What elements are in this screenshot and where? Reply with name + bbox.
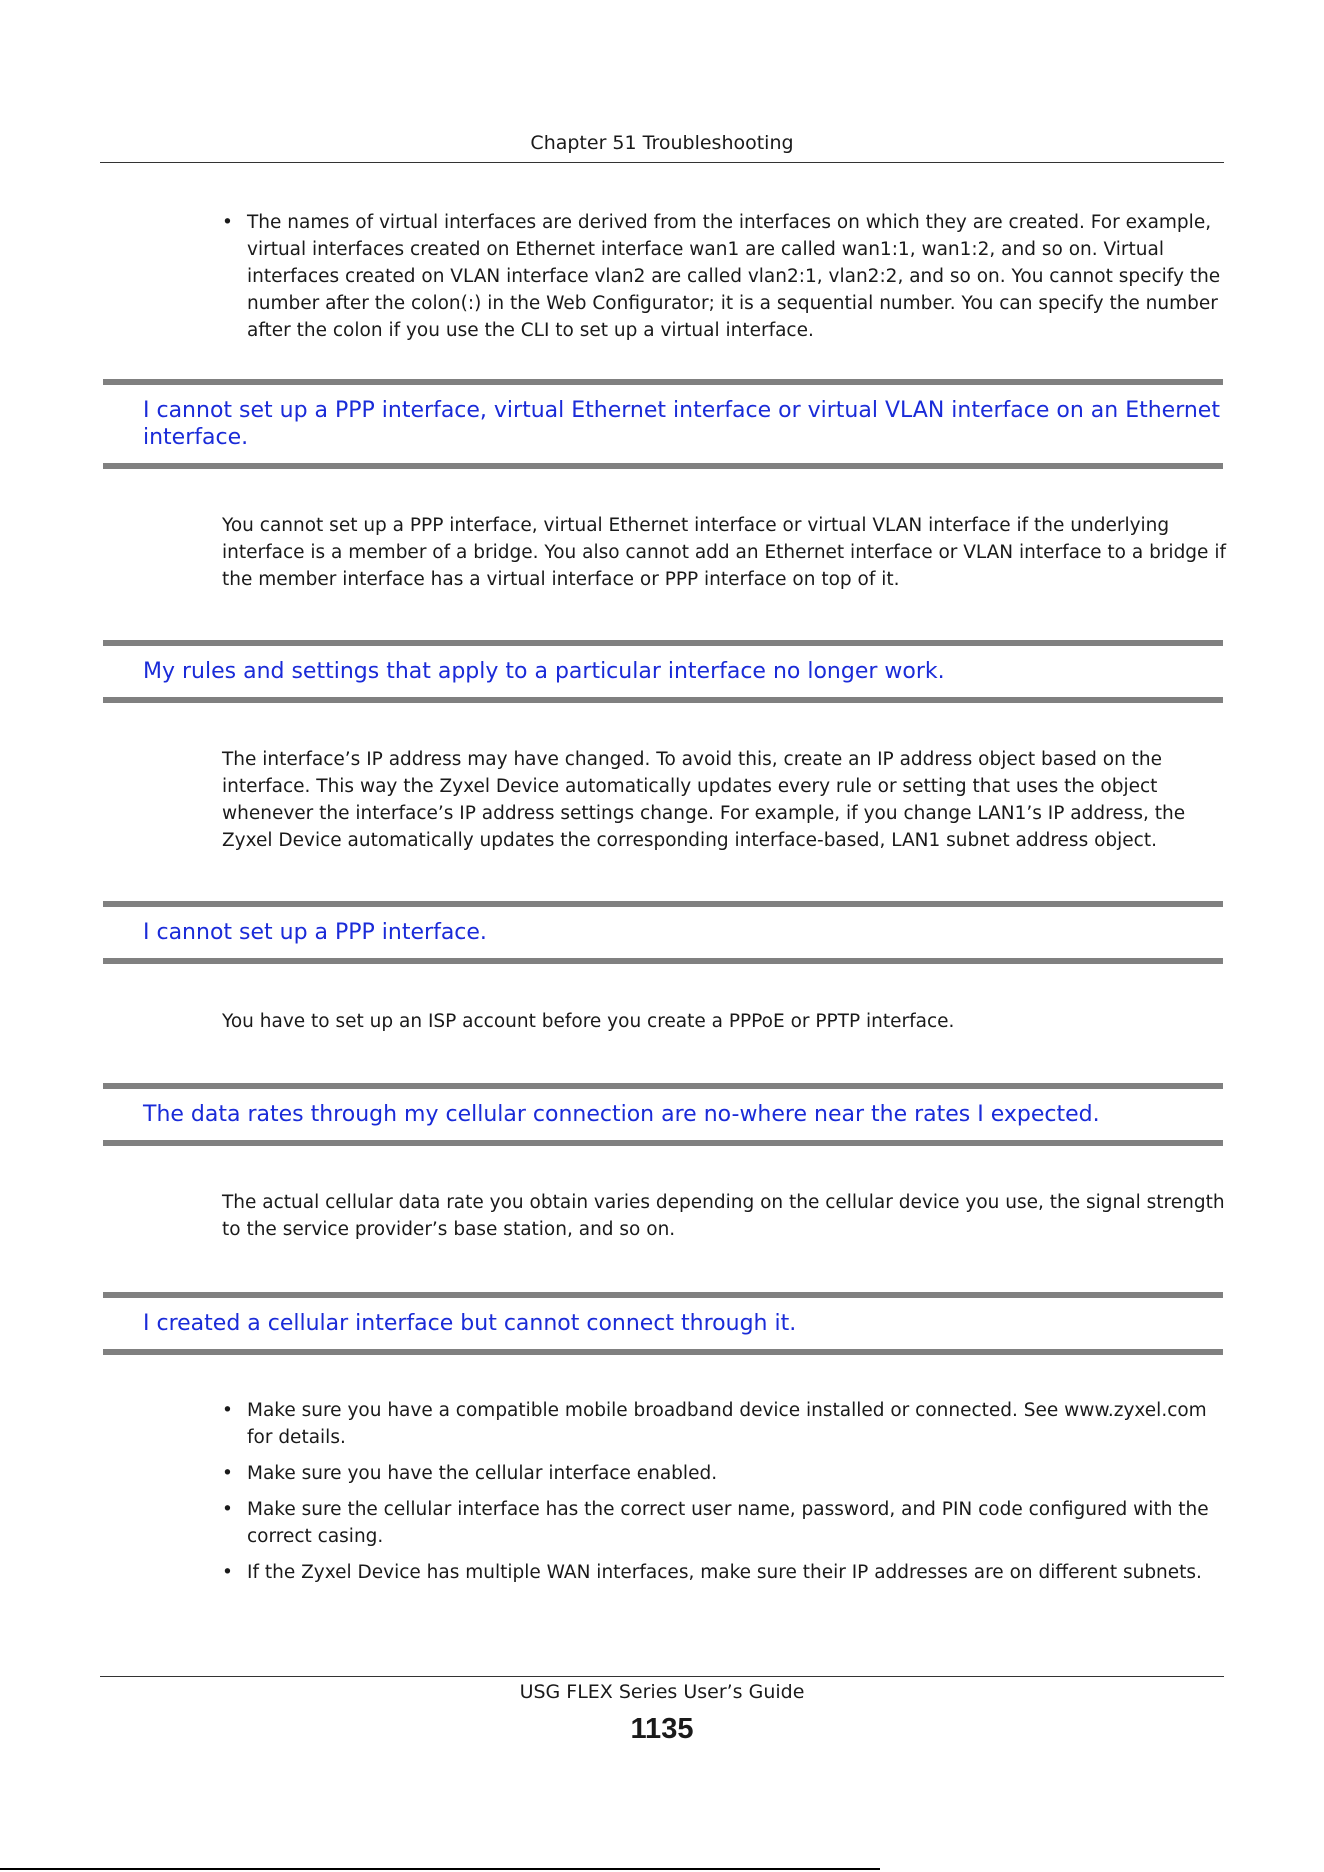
list-item: • If the Zyxel Device has multiple WAN interfaces, make sure their IP addresses are on different subnets.	[222, 1559, 1227, 1586]
chapter-title: Chapter 51 Troubleshooting	[530, 132, 794, 154]
page-header	[100, 126, 1224, 163]
section-heading	[103, 1083, 1223, 1146]
intro-bullet-list	[222, 209, 1227, 353]
list-item: • Make sure you have a compatible mobile broadband device installed or connected. See www.zyxel.com for details.	[222, 1397, 1227, 1451]
section-heading-text: My rules and settings that apply to a particular interface no longer work.	[143, 659, 945, 684]
section-heading-text: I cannot set up a PPP interface.	[143, 920, 487, 945]
section-body: The interface’s IP address may have changed. To avoid this, create an IP address object based on the interface. This way the Zyxel Device automatically updates every rule or setting that uses the object whenever the interface’s IP address settings change. For example, if you change LAN1’s IP address, the Zyxel Device automatically updates the corresponding interface-based, LAN1 subnet address object.	[222, 749, 1186, 851]
section-heading	[103, 640, 1223, 703]
section-heading-text: I cannot set up a PPP interface, virtual Ethernet interface or virtual VLAN interface on an Ethernet interface.	[143, 398, 1220, 450]
section-heading-text: The data rates through my cellular connection are no-where near the rates I expected.	[143, 1102, 1100, 1127]
list-item: • Make sure you have the cellular interface enabled.	[222, 1460, 1227, 1487]
section-heading	[103, 379, 1223, 469]
section-heading	[103, 901, 1223, 964]
page-number: 1135	[630, 1713, 694, 1745]
section-body: You have to set up an ISP account before you create a PPPoE or PPTP interface.	[222, 1011, 955, 1032]
list-item: • The names of virtual interfaces are derived from the interfaces on which they are created. For example, virtual interfaces created on Ethernet interface wan1 are called wan1:1, wan1:2, and so on. Virtual interfaces created on VLAN interface vlan2 are called vlan2:1, vlan2:2, and so on. You cannot specify the number after the colon(:) in the Web Configurator; it is a sequential number. You can specify the number after the colon if you use the CLI to set up a virtual interface.	[222, 209, 1227, 344]
section-body: The actual cellular data rate you obtain varies depending on the cellular device you use, the signal strength to the service provider’s base station, and so on.	[222, 1192, 1225, 1240]
page-footer	[100, 1676, 1224, 1703]
section-body: You cannot set up a PPP interface, virtual Ethernet interface or virtual VLAN interface if the underlying interface is a member of a bridge. You also cannot add an Ethernet interface or VLAN interface to a bridge if the member interface has a virtual interface or PPP interface on top of it.	[222, 515, 1226, 590]
list-item: • Make sure the cellular interface has the correct user name, password, and PIN code configured with the correct casing.	[222, 1496, 1227, 1550]
section-heading	[103, 1292, 1223, 1355]
bottom-divider	[0, 1868, 880, 1870]
guide-title: USG FLEX Series User’s Guide	[519, 1681, 805, 1703]
cellular-checklist	[222, 1397, 1227, 1595]
section-heading-text: I created a cellular interface but cannot connect through it.	[143, 1311, 797, 1336]
